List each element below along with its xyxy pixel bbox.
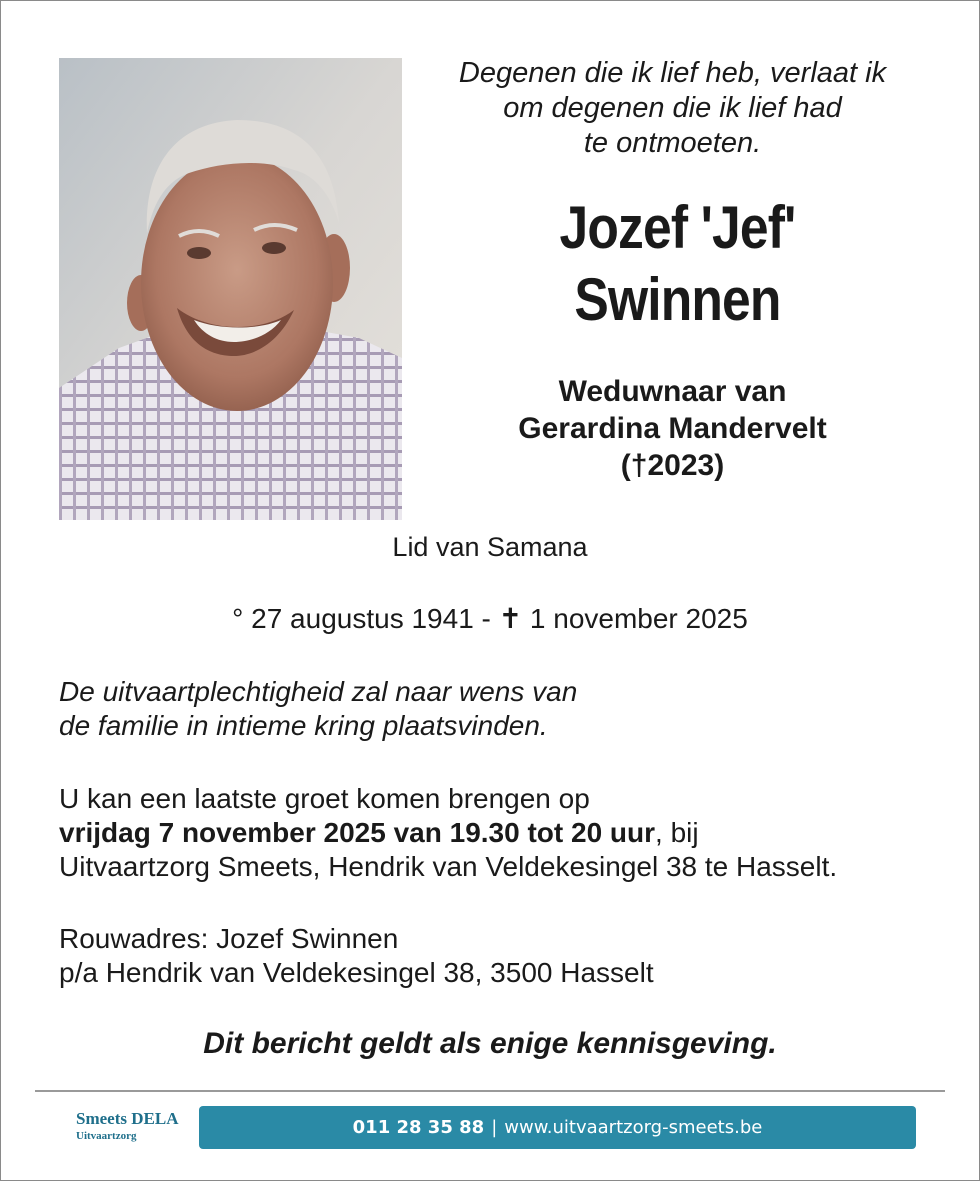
ceremony-line-2: de familie in intieme kring plaatsvinden. (59, 710, 548, 741)
quote-line-1: Degenen die ik lief heb, verlaat ik (458, 57, 887, 89)
visitation-text (59, 782, 959, 884)
visitation-line-3: Uitvaartzorg Smeets, Hendrik van Veldekesingel 38 te Hasselt. (59, 851, 838, 882)
phone-number[interactable]: 011 28 35 88 (352, 1117, 485, 1138)
spouse-info (420, 373, 925, 484)
address-line-2: p/a Hendrik van Veldekesingel 38, 3500 Hasselt (59, 957, 654, 988)
logo-main-text: Smeets DELA (76, 1109, 179, 1128)
membership: Lid van Samana (392, 532, 588, 562)
deceased-name (456, 192, 899, 336)
ceremony-line-1: De uitvaartplechtigheid zal naar wens van (59, 676, 578, 707)
quote-line-2: om degenen die ik lief had (503, 92, 842, 124)
contact-separator: | (491, 1117, 498, 1138)
visitation-line-1: U kan een laatste groet komen brengen op (59, 783, 590, 814)
visitation-after-when: , bij (655, 817, 699, 848)
divider (35, 1090, 945, 1092)
name-line-2: Swinnen (574, 266, 781, 333)
visitation-when: vrijdag 7 november 2025 van 19.30 tot 20 uur (59, 817, 656, 848)
funeral-home-logo (62, 1103, 197, 1151)
spouse-line-2: Gerardina Mandervelt (518, 412, 827, 445)
address-line-1: Rouwadres: Jozef Swinnen (59, 923, 399, 954)
ceremony-text (59, 675, 939, 743)
logo-sub-text: Uitvaartzorg (76, 1130, 137, 1142)
mourning-address (59, 922, 939, 990)
notice-text: Dit bericht geldt als enige kennisgeving. (203, 1027, 777, 1060)
portrait-photo (59, 58, 402, 520)
spouse-line-3: (†2023) (620, 449, 725, 482)
website-link[interactable]: www.uitvaartzorg-smeets.be (504, 1117, 763, 1138)
life-dates: ° 27 augustus 1941 - ✝ 1 november 2025 (232, 603, 748, 634)
quote (420, 56, 925, 161)
contact-bar (199, 1106, 916, 1149)
visitation-line-2 (59, 816, 959, 850)
quote-line-3: te ontmoeten. (583, 127, 762, 159)
name-line-1: Jozef 'Jef' (559, 194, 796, 261)
spouse-line-1: Weduwnaar van (558, 375, 787, 408)
